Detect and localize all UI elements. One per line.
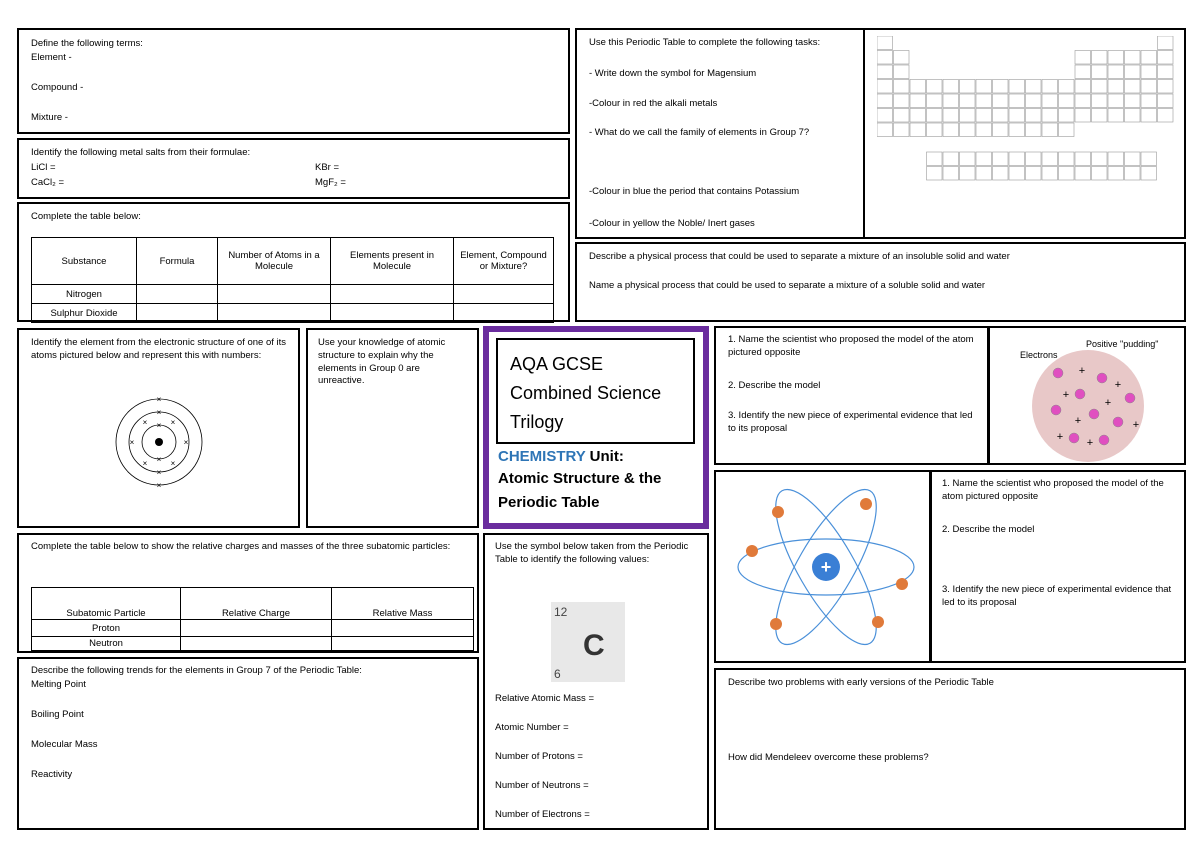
- periodic-cell: [894, 123, 910, 137]
- table-header: Relative Mass: [332, 588, 474, 620]
- periodic-cell: [1009, 152, 1025, 166]
- svg-text:+: +: [1062, 389, 1070, 401]
- define-heading: Define the following terms:: [31, 38, 143, 49]
- task-4: -Colour in blue the period that contains Potassium: [589, 186, 800, 197]
- periodic-cell: [1125, 80, 1141, 94]
- svg-text:×: ×: [129, 438, 135, 447]
- table1-heading: Complete the table below:: [31, 211, 141, 222]
- periodic-cell: [927, 152, 943, 166]
- subtitle-2: Periodic Table: [498, 494, 600, 511]
- title-line-3: Trilogy: [510, 412, 564, 432]
- task-1: - Write down the symbol for Magensium: [589, 68, 757, 79]
- plum-q1: 1. Name the scientist who proposed the model of the atom pictured opposite: [728, 334, 974, 358]
- periodic-cell: [1125, 65, 1141, 79]
- mgf2-formula: MgF₂ =: [315, 177, 346, 188]
- periodic-cell: [1092, 80, 1108, 94]
- element-symbol-tile: [551, 602, 625, 682]
- table-header: Number of Atoms in a Molecule: [218, 238, 331, 285]
- periodic-cell: [976, 123, 992, 137]
- periodic-cell: [877, 80, 893, 94]
- salts-heading: Identify the following metal salts from their formulae:: [31, 147, 251, 158]
- mixture-term: Mixture -: [31, 112, 68, 123]
- periodic-cell: [1075, 51, 1091, 65]
- periodic-cell: [993, 152, 1009, 166]
- svg-text:+: +: [1056, 431, 1064, 443]
- periodic-cell: [1158, 65, 1174, 79]
- periodic-cell: [1042, 94, 1058, 108]
- nuclear-image-box: [714, 470, 931, 663]
- periodic-cell: [943, 152, 959, 166]
- periodic-cell: [1075, 109, 1091, 123]
- periodic-cell: [1092, 152, 1108, 166]
- group0-box: [306, 328, 479, 528]
- table-cell[interactable]: [181, 620, 332, 637]
- periodic-cell: [1108, 167, 1124, 181]
- cacl2-formula: CaCl₂ =: [31, 177, 64, 188]
- relative-atomic-mass: Relative Atomic Mass =: [495, 693, 594, 704]
- periodic-cell: [1059, 123, 1075, 137]
- periodic-cell: [877, 36, 893, 50]
- svg-text:×: ×: [156, 395, 162, 404]
- task-3: - What do we call the family of elements in Group 7?: [589, 127, 810, 138]
- periodic-tasks-box: [575, 28, 1186, 239]
- periodic-cell: [1026, 167, 1042, 181]
- svg-text:×: ×: [142, 418, 148, 427]
- svg-text:+: +: [1114, 379, 1122, 391]
- periodic-cell: [1026, 109, 1042, 123]
- periodic-cell: [894, 94, 910, 108]
- periodic-cell: [960, 123, 976, 137]
- table-cell: Proton: [32, 620, 181, 637]
- atomic-number: 6: [554, 667, 561, 681]
- table-cell[interactable]: [181, 637, 332, 651]
- svg-text:+: +: [1074, 415, 1082, 427]
- plum-pudding-image-box: [988, 326, 1186, 465]
- periodic-cell: [1042, 109, 1058, 123]
- periodic-cell: [1125, 109, 1141, 123]
- atomic-number-q: Atomic Number =: [495, 722, 569, 733]
- element-term: Element -: [31, 52, 72, 63]
- table-cell[interactable]: [137, 285, 218, 304]
- periodic-cell: [1092, 51, 1108, 65]
- periodic-cell: [1141, 109, 1157, 123]
- table-cell[interactable]: [218, 285, 331, 304]
- periodic-cell: [1009, 109, 1025, 123]
- periodic-cell: [1141, 51, 1157, 65]
- table-header: Elements present in Molecule: [331, 238, 454, 285]
- substance-table: [31, 237, 554, 323]
- periodic-cell: [1059, 80, 1075, 94]
- mass-number: 12: [554, 605, 568, 619]
- periodic-cell: [1009, 80, 1025, 94]
- table-header: Substance: [32, 238, 137, 285]
- periodic-cell: [993, 80, 1009, 94]
- periodic-cell: [1125, 167, 1141, 181]
- plum-pudding-diagram: [990, 328, 1184, 463]
- periodic-cell: [1108, 80, 1124, 94]
- periodic-cell: [1026, 123, 1042, 137]
- group7-heading: Describe the following trends for the elements in Group 7 of the Periodic Table:: [31, 665, 362, 676]
- periodic-cell: [894, 51, 910, 65]
- periodic-cell: [927, 109, 943, 123]
- table-header: Relative Charge: [181, 588, 332, 620]
- task-5: -Colour in yellow the Noble/ Inert gases: [589, 218, 755, 229]
- svg-text:×: ×: [170, 418, 176, 427]
- periodic-cell: [960, 152, 976, 166]
- nuclear-q3: 3. Identify the new piece of experimental evidence that led to its proposal: [942, 584, 1172, 608]
- periodic-cell: [1026, 80, 1042, 94]
- group7-box: [17, 657, 479, 830]
- periodic-cell: [1092, 167, 1108, 181]
- table-header: Subatomic Particle: [32, 588, 181, 620]
- periodic-cell: [1059, 94, 1075, 108]
- periodic-cell: [1141, 80, 1157, 94]
- kbr-formula: KBr =: [315, 162, 340, 173]
- task-2: -Colour in red the alkali metals: [589, 98, 718, 109]
- periodic-cell: [877, 51, 893, 65]
- subatomic-heading: Complete the table below to show the relative charges and masses of the three subatomic particles:: [31, 541, 451, 552]
- symbol-heading: Use the symbol below taken from the Periodic Table to identify the following values:: [495, 541, 689, 565]
- periodic-cell: [1158, 51, 1174, 65]
- periodic-cell: [1026, 94, 1042, 108]
- periodic-cell: [993, 123, 1009, 137]
- periodic-cell: [1009, 123, 1025, 137]
- periodic-cell: [960, 80, 976, 94]
- subtitle-1: Atomic Structure & the: [498, 470, 662, 487]
- unit-label: Unit:: [585, 448, 624, 465]
- periodic-cell: [1158, 94, 1174, 108]
- periodic-cell: [910, 80, 926, 94]
- table-cell[interactable]: [454, 304, 554, 323]
- title-line-2: Combined Science: [510, 383, 662, 403]
- periodic-cell: [943, 167, 959, 181]
- periodic-cell: [993, 167, 1009, 181]
- periodic-cell: [1042, 167, 1058, 181]
- title-line-1: AQA GCSE: [510, 354, 604, 374]
- table-cell[interactable]: [331, 304, 454, 323]
- define-terms-box: [17, 28, 570, 134]
- electron-shell-diagram: [109, 392, 209, 492]
- periodic-cell: [910, 94, 926, 108]
- periodic-cell: [1108, 65, 1124, 79]
- periodic-cell: [877, 94, 893, 108]
- periodic-cell: [976, 152, 992, 166]
- periodic-cell: [877, 123, 893, 137]
- periodic-cell: [943, 123, 959, 137]
- table-cell: Sulphur Dioxide: [32, 304, 137, 323]
- periodic-cell: [1158, 80, 1174, 94]
- periodic-cell: [927, 123, 943, 137]
- periodic-cell: [1108, 109, 1124, 123]
- early-q1: Describe two problems with early versions of the Periodic Table: [728, 677, 994, 688]
- periodic-cell: [1125, 94, 1141, 108]
- periodic-cell: [927, 80, 943, 94]
- substance-table-box: [17, 202, 570, 322]
- svg-text:+: +: [1132, 419, 1140, 431]
- svg-text:×: ×: [183, 438, 189, 447]
- periodic-cell: [1158, 36, 1174, 50]
- nuclear-q2: 2. Describe the model: [942, 524, 1035, 535]
- periodic-cell: [910, 109, 926, 123]
- early-q2: How did Mendeleev overcome these problems?: [728, 752, 929, 763]
- plum-pudding-questions-box: [714, 326, 989, 465]
- periodic-cell: [1075, 167, 1091, 181]
- trend-melting: Melting Point: [31, 679, 86, 690]
- periodic-cell: [1092, 65, 1108, 79]
- svg-text:+: +: [820, 557, 832, 577]
- periodic-cell: [976, 94, 992, 108]
- periodic-cell: [976, 167, 992, 181]
- periodic-cell: [993, 109, 1009, 123]
- periodic-cell: [1108, 152, 1124, 166]
- chemistry-label: CHEMISTRY: [498, 448, 586, 465]
- table-cell[interactable]: [332, 620, 474, 637]
- periodic-cell: [894, 65, 910, 79]
- table-cell[interactable]: [331, 285, 454, 304]
- table-header: Formula: [137, 238, 218, 285]
- physical-q1: Describe a physical process that could be used to separate a mixture of an insoluble solid and water: [589, 251, 1010, 262]
- periodic-cell: [976, 109, 992, 123]
- periodic-cell: [960, 167, 976, 181]
- periodic-cell: [1075, 152, 1091, 166]
- nuclear-questions-box: [930, 470, 1186, 663]
- svg-text:×: ×: [156, 455, 162, 464]
- divider: [863, 28, 865, 239]
- svg-text:×: ×: [156, 468, 162, 477]
- periodic-cell: [943, 80, 959, 94]
- table-cell[interactable]: [218, 304, 331, 323]
- compound-term: Compound -: [31, 82, 84, 93]
- table-header: Element, Compound or Mixture?: [454, 238, 554, 285]
- symbol-letter: C: [583, 629, 605, 662]
- table-cell: Neutron: [32, 637, 181, 651]
- periodic-table-image: [877, 36, 1177, 232]
- title-inner-box: [496, 338, 695, 444]
- svg-text:×: ×: [170, 459, 176, 468]
- table-cell[interactable]: [137, 304, 218, 323]
- electrons-label: Electrons: [1020, 350, 1058, 360]
- title-panel: [483, 326, 709, 529]
- svg-text:×: ×: [156, 408, 162, 417]
- unit-line: [498, 446, 624, 468]
- table-cell[interactable]: [332, 637, 474, 651]
- periodic-cell: [1059, 167, 1075, 181]
- periodic-cell: [1141, 167, 1157, 181]
- svg-text:+: +: [1086, 437, 1094, 449]
- periodic-cell: [927, 167, 943, 181]
- periodic-cell: [960, 94, 976, 108]
- periodic-cell: [1125, 152, 1141, 166]
- table-cell: Nitrogen: [32, 285, 137, 304]
- trend-mass: Molecular Mass: [31, 739, 98, 750]
- periodic-cell: [1158, 109, 1174, 123]
- neutrons-q: Number of Neutrons =: [495, 780, 589, 791]
- svg-text:+: +: [1104, 397, 1112, 409]
- periodic-cell: [1042, 123, 1058, 137]
- trend-reactivity: Reactivity: [31, 769, 73, 780]
- protons-q: Number of Protons =: [495, 751, 583, 762]
- physical-process-box: [575, 242, 1186, 322]
- periodic-cell: [894, 80, 910, 94]
- positive-pudding-label: Positive "pudding": [1086, 339, 1159, 349]
- subatomic-table: [31, 587, 474, 651]
- periodic-cell: [943, 94, 959, 108]
- periodic-cell: [1059, 109, 1075, 123]
- table-cell[interactable]: [454, 285, 554, 304]
- periodic-cell: [1075, 94, 1091, 108]
- periodic-cell: [1141, 94, 1157, 108]
- periodic-cell: [1092, 94, 1108, 108]
- periodic-cell: [877, 65, 893, 79]
- periodic-cell: [1026, 152, 1042, 166]
- trend-boiling: Boiling Point: [31, 709, 84, 720]
- periodic-cell: [1009, 94, 1025, 108]
- periodic-cell: [1092, 109, 1108, 123]
- periodic-cell: [1075, 80, 1091, 94]
- electronic-structure-box: [17, 328, 300, 528]
- symbol-box: [483, 533, 709, 830]
- periodic-cell: [976, 80, 992, 94]
- electronic-text: Identify the element from the electronic structure of one of its atoms pictured below and represent this with numbers:: [31, 337, 287, 361]
- svg-text:×: ×: [156, 481, 162, 490]
- plum-q2: 2. Describe the model: [728, 380, 821, 391]
- periodic-cell: [1108, 51, 1124, 65]
- periodic-cell: [993, 94, 1009, 108]
- periodic-cell: [1141, 65, 1157, 79]
- nuclear-atom-diagram: [716, 472, 929, 661]
- periodic-cell: [927, 94, 943, 108]
- svg-text:×: ×: [142, 459, 148, 468]
- nuclear-q1: 1. Name the scientist who proposed the model of the atom pictured opposite: [942, 478, 1164, 502]
- periodic-cell: [877, 109, 893, 123]
- periodic-cell: [1009, 167, 1025, 181]
- periodic-cell: [910, 123, 926, 137]
- plum-q3: 3. Identify the new piece of experimental evidence that led to its proposal: [728, 410, 973, 434]
- licl-formula: LiCl =: [31, 162, 56, 173]
- periodic-cell: [960, 109, 976, 123]
- periodic-heading: Use this Periodic Table to complete the following tasks:: [589, 37, 821, 48]
- early-periodic-box: [714, 668, 1186, 830]
- electrons-q: Number of Electrons =: [495, 809, 590, 820]
- periodic-cell: [1125, 51, 1141, 65]
- periodic-cell: [943, 109, 959, 123]
- physical-q2: Name a physical process that could be used to separate a mixture of a soluble solid and water: [589, 280, 986, 291]
- svg-text:×: ×: [156, 421, 162, 430]
- periodic-cell: [1075, 65, 1091, 79]
- periodic-cell: [1108, 94, 1124, 108]
- periodic-cell: [1042, 80, 1058, 94]
- group0-text: Use your knowledge of atomic structure to explain why the elements in Group 0 are unreactive.: [318, 337, 446, 387]
- subatomic-box: [17, 533, 479, 653]
- svg-text:+: +: [1078, 365, 1086, 377]
- periodic-cell: [1141, 152, 1157, 166]
- periodic-cell: [894, 109, 910, 123]
- periodic-cell: [1059, 152, 1075, 166]
- periodic-cell: [1042, 152, 1058, 166]
- metal-salts-box: [17, 138, 570, 199]
